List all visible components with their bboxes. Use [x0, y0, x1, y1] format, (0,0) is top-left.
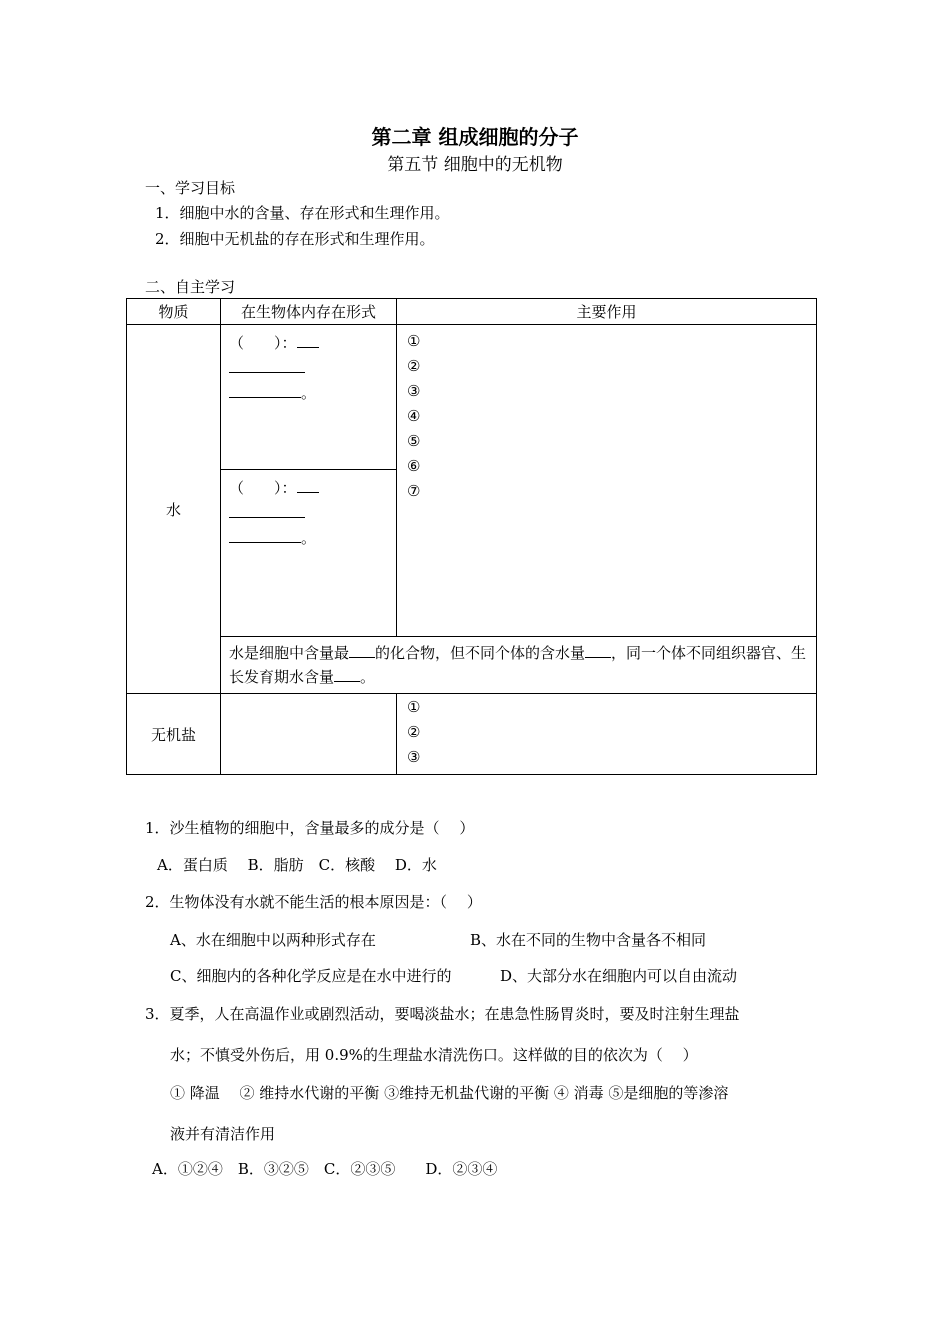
salt-label: 无机盐 [127, 694, 221, 775]
page-title: 第二章 组成细胞的分子 [371, 125, 579, 149]
section-heading-goals: 一、学习目标 [145, 179, 236, 197]
table-row [127, 637, 817, 694]
study-table [126, 298, 817, 775]
role-marker: ① [407, 332, 421, 350]
goal-item: 2．细胞中无机盐的存在形式和生理作用。 [155, 230, 435, 248]
question-3-line-3: ① 降温 ② 维持水代谢的平衡 ③维持无机盐代谢的平衡 ④ 消毒 ⑤是细胞的等渗溶 [170, 1084, 729, 1102]
role-marker: ⑥ [407, 457, 421, 475]
question-2-option-c: C、细胞内的各种化学反应是在水中进行的 [170, 967, 452, 985]
salt-form-cell [221, 694, 397, 775]
question-3-options: A．①②④ B．③②⑤ C．②③⑤ D．②③④ [152, 1160, 498, 1178]
header-substance: 物质 [127, 299, 221, 325]
role-marker: ② [407, 723, 421, 741]
table-row [127, 325, 817, 470]
water-label: 水 [127, 325, 221, 694]
answer-blank [229, 501, 305, 518]
role-marker: ② [407, 357, 421, 375]
water-form-cell-1 [221, 325, 397, 470]
form-prefix: （ ）： [229, 334, 297, 352]
form-end: 。 [301, 529, 317, 547]
header-form: 在生物体内存在形式 [221, 299, 397, 325]
answer-blank [229, 526, 301, 543]
role-marker: ⑦ [407, 482, 421, 500]
note-text: 水是细胞中含量最 [229, 644, 350, 662]
answer-blank [334, 667, 360, 682]
question-2: 2．生物体没有水就不能生活的根本原因是：（ ） [145, 893, 482, 911]
water-note [221, 637, 817, 694]
water-roles-cell [397, 325, 817, 637]
question-3-line-2: 水；不慎受外伤后，用 0.9%的生理盐水清洗伤口。这样做的目的依次为（ ） [170, 1046, 698, 1064]
form-prefix: （ ）： [229, 479, 297, 497]
answer-blank [229, 356, 305, 373]
goal-item: 1．细胞中水的含量、存在形式和生理作用。 [155, 204, 450, 222]
table-row [127, 694, 817, 775]
role-marker: ③ [407, 748, 421, 766]
salt-roles-cell [397, 694, 817, 775]
form-end: 。 [301, 384, 317, 402]
question-1: 1．沙生植物的细胞中，含量最多的成分是（ ） [145, 819, 475, 837]
role-marker: ⑤ [407, 432, 421, 450]
question-1-options: A．蛋白质 B．脂肪 C．核酸 D．水 [157, 856, 437, 874]
note-text: 。 [360, 668, 376, 686]
note-text: 的化合物，但不同个体的含水量 [375, 644, 586, 662]
section-heading-self-study: 二、自主学习 [145, 278, 236, 296]
role-marker: ① [407, 698, 421, 716]
header-role: 主要作用 [397, 299, 817, 325]
question-3-line-4: 液并有清洁作用 [170, 1125, 276, 1143]
table-header-row [127, 299, 817, 325]
question-2-option-d: D、大部分水在细胞内可以自由流动 [500, 967, 738, 985]
note-text: ，同一个体不同组织器官、生长发育期水含量 [229, 644, 807, 686]
page-subtitle: 第五节 细胞中的无机物 [387, 155, 563, 175]
question-2-option-a: A、水在细胞中以两种形式存在 [170, 931, 376, 949]
question-3-line-1: 3．夏季，人在高温作业或剧烈活动，要喝淡盐水；在患急性肠胃炎时，要及时注射生理盐 [145, 1005, 740, 1023]
answer-blank [297, 476, 319, 493]
question-2-option-b: B、水在不同的生物中含量各不相同 [470, 931, 707, 949]
role-marker: ④ [407, 407, 421, 425]
role-marker: ③ [407, 382, 421, 400]
answer-blank [349, 643, 375, 658]
answer-blank [229, 381, 301, 398]
answer-blank [297, 331, 319, 348]
answer-blank [585, 643, 611, 658]
water-form-cell-2 [221, 470, 397, 637]
